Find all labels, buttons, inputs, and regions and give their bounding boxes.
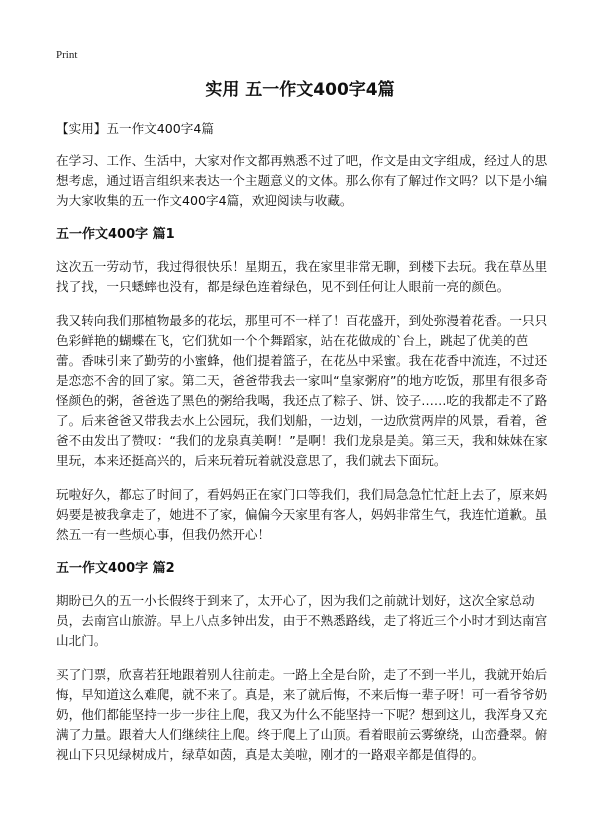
section-1-paragraph-2: 我又转向我们那植物最多的花坛，那里可不一样了！百花盛开，到处弥漫着花香。一只只色彩鲜艳的蝴蝶在飞，它们犹如一个个舞蹈家，站在花做成的`台上，跳起了优美的芭蕾。香味引来了勤劳的小蜜蜂，他们提着篮子，在花丛中采蜜。我在花香中流连，不过还是恋恋不舍的回了家。第二天，爸爸带我去一家叫“皇家粥府”的地方吃饭，那里有很多奇怪颜色的粥，爸爸选了黑色的粥给我喝，我还点了粽子、饼、饺子……吃的我都走不了路了。后来爸爸又带我去水上公园玩，我们划船，一边划，一边欣赏两岸的风景，看着，爸爸不由发出了赞叹：“我们的龙泉真美啊！”是啊！我们龙泉是美。第三天，我和妹妹在家里玩，本来还挺高兴的，后来玩着玩着就没意思了，我们就去下面玩。 bbox=[56, 313, 548, 468]
print-link[interactable]: Print bbox=[56, 49, 78, 61]
document-body bbox=[56, 119, 552, 779]
section-heading-2: 五一作文400字 篇2 bbox=[56, 561, 175, 576]
page-title: 实用 五一作文400字4篇 bbox=[205, 80, 395, 100]
section-1-paragraph-3: 玩啦好久，都忘了时间了，看妈妈正在家门口等我们，我们局急急忙忙赶上去了，原来妈妈要是被我拿走了，她进不了家，偏偏今天家里有客人，妈妈非常生气，我连忙道歉。虽然五一有一些烦心事，但我仍然开心！ bbox=[56, 487, 548, 542]
section-heading-1: 五一作文400字 篇1 bbox=[56, 227, 175, 242]
intro-paragraph: 在学习、工作、生活中，大家对作文都再熟悉不过了吧，作文是由文字组成，经过人的思想考虑，通过语言组织来表达一个主题意义的文体。那么你有了解过作文吗？以下是小编为大家收集的五一作文400字4篇，欢迎阅读与收藏。 bbox=[56, 153, 548, 208]
section-1-paragraph-1: 这次五一劳动节，我过得很快乐！星期五，我在家里非常无聊，到楼下去玩。我在草丛里找了找，一只蟋蟀也没有，都是绿色连着绿色，见不到任何让人眼前一亮的颜色。 bbox=[56, 259, 548, 294]
section-2-paragraph-2: 买了门票，欣喜若狂地跟着别人往前走。一路上全是台阶，走了不到一半儿，我就开始后悔，早知道这么难爬，就不来了。真是，来了就后悔，不来后悔一辈子呀！可一看爷爷奶奶，他们都能坚持一步一步往上爬，我又为什么不能坚持一下呢？想到这儿，我浑身又充满了力量。跟着大人们继续往上爬。终于爬上了山顶。看着眼前云雾缭绕，山峦叠翠。俯视山下只见绿树成片，绿草如茵，真是太美啦，刚才的一路艰辛都是值得的。 bbox=[56, 667, 548, 762]
section-2-paragraph-1: 期盼已久的五一小长假终于到来了，太开心了，因为我们之前就计划好，这次全家总动员，去南宫山旅游。早上八点多钟出发，由于不熟悉路线，走了将近三个小时才到达南宫山北门。 bbox=[56, 593, 548, 648]
document-subtitle: 【实用】五一作文400字4篇 bbox=[56, 121, 214, 136]
